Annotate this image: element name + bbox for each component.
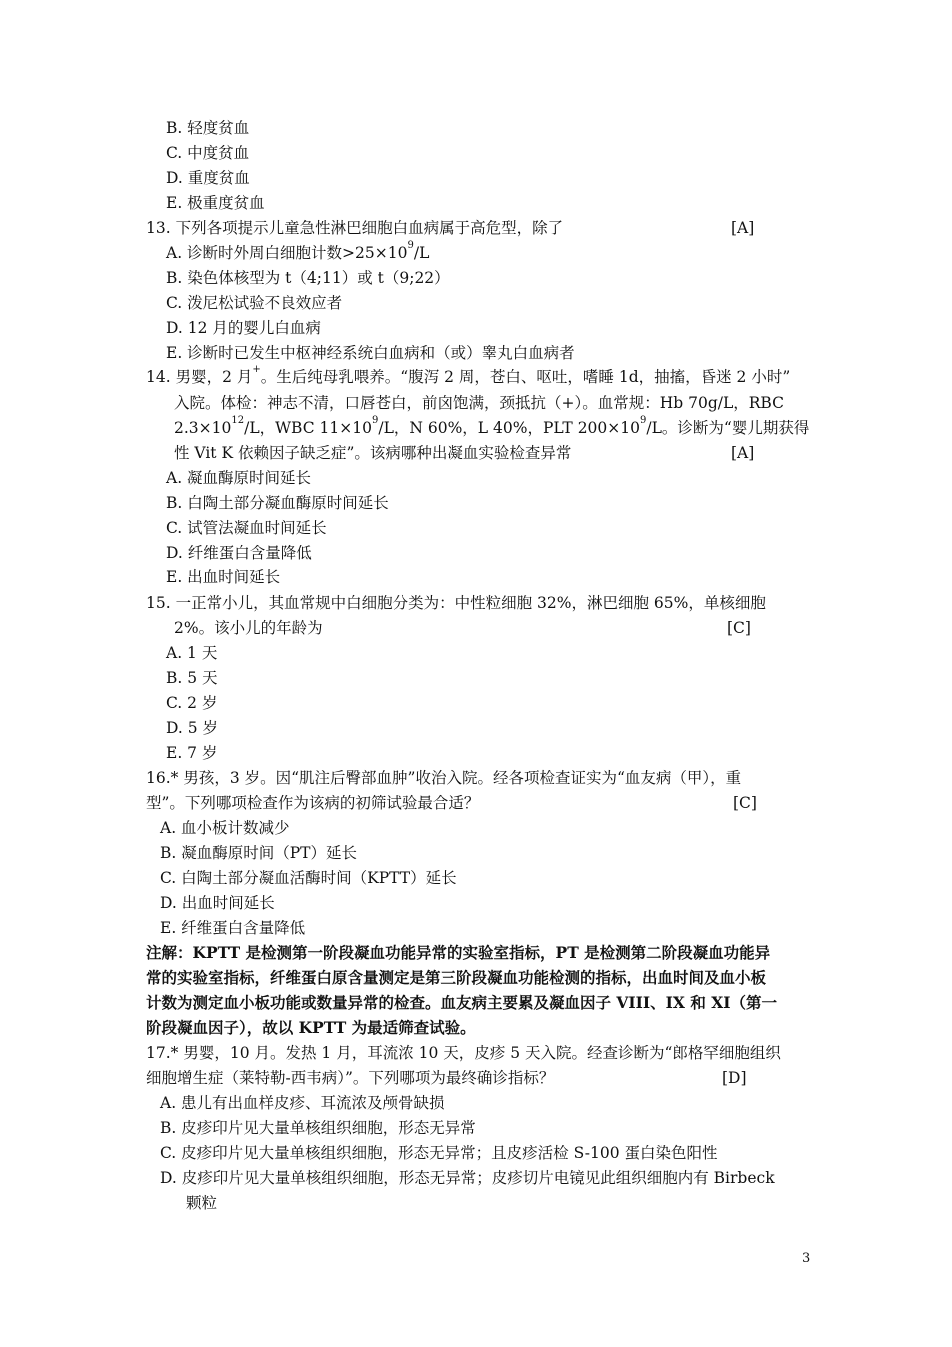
- q16-option-b: B. 凝血酶原时间（PT）延长: [160, 844, 358, 862]
- q16-note-line2: 常的实验室指标，纤维蛋白原含量测定是第三阶段凝血功能检测的指标，出血时间及血小板: [146, 968, 767, 987]
- q14-stem-line4: 性 Vit K 依赖因子缺乏症”。该病哪种出凝血实验检查异常: [174, 444, 572, 462]
- superscript: 9: [371, 415, 379, 426]
- q16-option-e: E. 纤维蛋白含量降低: [160, 919, 306, 937]
- q14-option-d: D. 纤维蛋白含量降低: [166, 544, 312, 562]
- q15-option-e: E. 7 岁: [166, 744, 218, 762]
- q14-stem-text: 。生后纯母乳喂养。“腹泻 2 周，苍白、呕吐，嗜睡 1d，抽搐，昏迷 2 小时”: [260, 368, 791, 386]
- q14-text: 2.3×10: [174, 419, 232, 437]
- q12-option-c: C. 中度贫血: [166, 144, 250, 162]
- q13-answer: [A]: [731, 219, 755, 237]
- q16-option-a: A. 血小板计数减少: [160, 819, 290, 837]
- q17-option-a: A. 患儿有出血样皮疹、耳流浓及颅骨缺损: [160, 1094, 445, 1112]
- q14-answer: [A]: [731, 444, 755, 462]
- superscript: 9: [407, 240, 414, 251]
- q13-option-d: D. 12 月的婴儿白血病: [166, 319, 321, 337]
- q15-stem-line2: 2%。该小儿的年龄为: [174, 619, 323, 637]
- superscript: +: [252, 364, 261, 375]
- q16-note-line3: 计数为测定血小板功能或数量异常的检查。血友病主要累及凝血因子 VIII、IX 和 XI（第一: [146, 993, 778, 1012]
- q14-option-a: A. 凝血酶原时间延长: [166, 469, 312, 487]
- q14-text: /L，WBC 11×10: [244, 419, 372, 437]
- q17-stem-line1: 17.* 男婴，10 月。发热 1 月，耳流浓 10 天，皮疹 5 天入院。经查诊断为“郎格罕细胞组织: [146, 1044, 781, 1062]
- superscript: 9: [640, 415, 647, 426]
- superscript: 12: [231, 415, 245, 426]
- q13-stem: 13. 下列各项提示儿童急性淋巴细胞白血病属于高危型，除了: [146, 219, 564, 237]
- q17-option-d: D. 皮疹印片见大量单核组织细胞，形态无异常；皮疹切片电镜见此组织细胞内有 Birbeck: [160, 1169, 775, 1187]
- q13-option-a-unit: /L: [413, 244, 430, 262]
- page-number: 3: [802, 1251, 811, 1266]
- q16-note-line1: 注解：KPTT 是检测第一阶段凝血功能异常的实验室指标，PT 是检测第二阶段凝血功能异: [146, 943, 771, 962]
- q13-option-a: [166, 242, 429, 264]
- q13-option-e: E. 诊断时已发生中枢神经系统白血病和（或）睾丸白血病者: [166, 344, 575, 362]
- q13-option-a-text: A. 诊断时外周白细胞计数>25×10: [166, 244, 408, 262]
- q14-option-e: E. 出血时间延长: [166, 568, 281, 586]
- q14-text: /L。诊断为“婴儿期获得: [646, 419, 810, 437]
- q14-option-b: B. 白陶土部分凝血酶原时间延长: [166, 494, 389, 512]
- q14-stem-text: 14. 男婴，2 月: [146, 368, 253, 386]
- q13-option-b: B. 染色体核型为 t（4;11）或 t（9;22）: [166, 269, 450, 287]
- q16-stem-line1: 16.* 男孩，3 岁。因“肌注后臀部血肿”收治入院。经各项检查证实为“血友病（甲），重: [146, 769, 742, 787]
- q17-option-c: C. 皮疹印片见大量单核组织细胞，形态无异常；且皮疹活检 S-100 蛋白染色阳性: [160, 1144, 718, 1162]
- q16-option-d: D. 出血时间延长: [160, 894, 275, 912]
- q17-option-d-continued: 颗粒: [186, 1194, 218, 1212]
- q17-answer: [D]: [722, 1069, 747, 1087]
- q15-option-d: D. 5 岁: [166, 719, 219, 737]
- q17-stem-line2: 细胞增生症（莱特勒-西韦病）”。下列哪项为最终确诊指标？: [146, 1069, 555, 1087]
- q15-stem-line1: 15. 一正常小儿，其血常规中白细胞分类为：中性粒细胞 32%，淋巴细胞 65%，单核细胞: [146, 594, 766, 612]
- q16-option-c: C. 白陶土部分凝血活酶时间（KPTT）延长: [160, 869, 457, 887]
- q14-stem-line1: [146, 366, 790, 388]
- q15-option-b: B. 5 天: [166, 669, 218, 687]
- q14-stem-line3: [174, 417, 809, 439]
- q12-option-e: E. 极重度贫血: [166, 194, 265, 212]
- q12-option-b: B. 轻度贫血: [166, 119, 250, 137]
- q15-option-a: A. 1 天: [166, 644, 218, 662]
- q15-option-c: C. 2 岁: [166, 694, 218, 712]
- q14-text: /L，N 60%，L 40%，PLT 200×10: [378, 419, 640, 437]
- q17-option-b: B. 皮疹印片见大量单核组织细胞，形态无异常: [160, 1119, 476, 1137]
- q16-stem-line2: 型”。下列哪项检查作为该病的初筛试验最合适？: [146, 794, 480, 812]
- q15-answer: [C]: [727, 619, 751, 637]
- q13-option-c: C. 泼尼松试验不良效应者: [166, 294, 343, 312]
- q14-stem-line2: 入院。体检：神志不清，口唇苍白，前囟饱满，颈抵抗（+）。血常规：Hb 70g/L，RBC: [174, 394, 784, 412]
- q14-option-c: C. 试管法凝血时间延长: [166, 519, 327, 537]
- q16-answer: [C]: [733, 794, 757, 812]
- q12-option-d: D. 重度贫血: [166, 169, 250, 187]
- q16-note-line4: 阶段凝血因子），故以 KPTT 为最适筛查试验。: [146, 1018, 476, 1037]
